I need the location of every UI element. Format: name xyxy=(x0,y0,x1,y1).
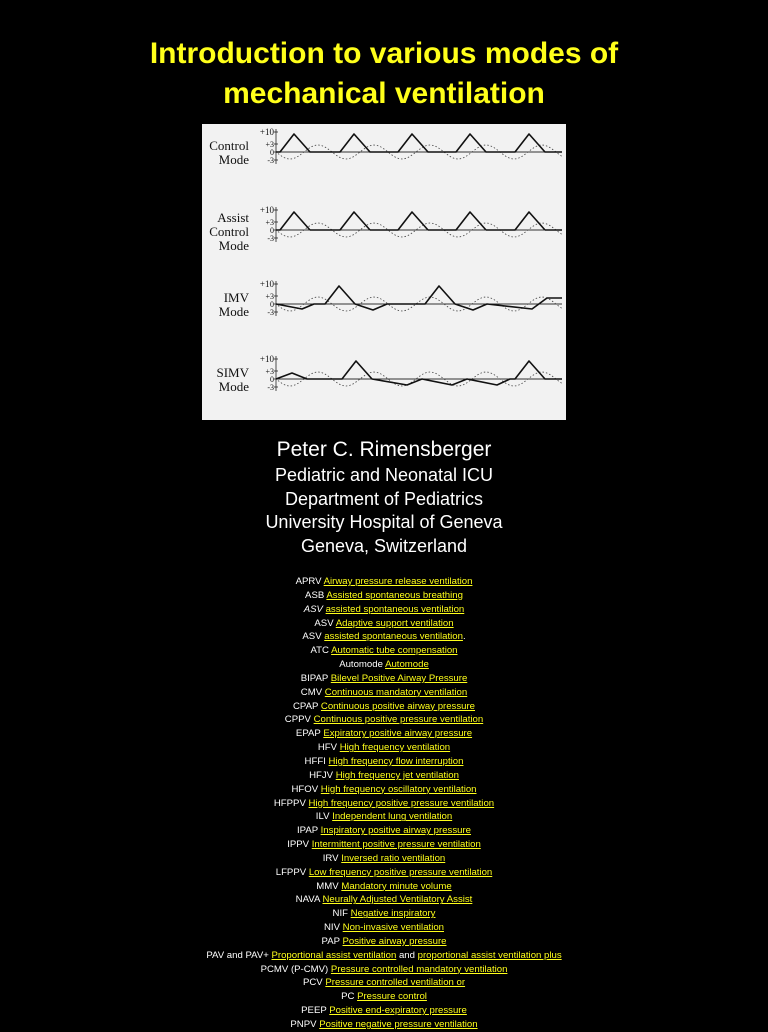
author-affiliation-1: Pediatric and Neonatal ICU xyxy=(274,465,494,485)
abbreviation-term: IPPV xyxy=(287,839,310,851)
panel-mode-label: Mode xyxy=(218,238,249,253)
ventilator-pressure-wave xyxy=(276,361,562,385)
abbreviation-row xyxy=(0,880,768,894)
abbreviation-term: ATC xyxy=(310,645,329,657)
axis-tick-label: +10 xyxy=(259,127,274,137)
abbreviation-row xyxy=(0,644,768,658)
abbreviation-term: ASV xyxy=(314,617,334,629)
abbreviation-term: APRV xyxy=(295,576,322,587)
abbreviation-link[interactable]: Adaptive support ventilation xyxy=(335,617,454,629)
axis-tick-label: +3 xyxy=(265,140,274,149)
abbreviation-row xyxy=(0,658,768,672)
abbreviation-row xyxy=(0,852,768,866)
abbreviation-link[interactable]: Airway pressure release ventilation xyxy=(323,576,473,587)
panel-mode-label: SIMV xyxy=(216,365,249,380)
abbreviation-link[interactable]: Pressure control xyxy=(357,991,427,1003)
abbreviation-row xyxy=(0,838,768,852)
abbreviation-link[interactable]: assisted spontaneous ventilation xyxy=(324,631,463,643)
axis-tick-label: 0 xyxy=(270,375,274,384)
abbreviation-link[interactable]: Neurally Adjusted Ventilatory Assist xyxy=(322,894,473,906)
abbreviation-link[interactable]: Negative inspiratory xyxy=(350,908,436,920)
abbreviation-term: PNPV xyxy=(290,1019,317,1030)
abbreviation-row xyxy=(0,700,768,714)
abbreviation-link[interactable]: Inspiratory positive airway pressure xyxy=(320,825,472,837)
abbreviation-link[interactable]: Low frequency positive pressure ventilation xyxy=(308,866,493,878)
abbreviation-link[interactable]: High frequency oscillatory ventilation xyxy=(320,783,477,795)
abbreviation-term: PC xyxy=(341,991,355,1003)
panel-mode-label: Assist xyxy=(217,210,249,225)
abbreviation-connector: and xyxy=(396,949,418,961)
abbreviation-link[interactable]: Expiratory positive airway pressure xyxy=(323,728,473,740)
abbreviation-link[interactable]: High frequency flow interruption xyxy=(328,755,464,767)
abbreviation-row xyxy=(0,824,768,838)
abbreviation-row xyxy=(0,810,768,824)
abbreviation-term: PEEP xyxy=(301,1005,327,1017)
abbreviation-term: HFJV xyxy=(309,769,334,781)
abbreviation-suffix: . xyxy=(462,631,466,643)
abbreviation-term: IRV xyxy=(322,852,339,864)
axis-tick-label: +3 xyxy=(265,292,274,301)
axis-tick-label: -3 xyxy=(267,156,274,165)
abbreviation-link[interactable]: Mandatory minute volume xyxy=(341,880,452,892)
panel-mode-label: Control xyxy=(209,138,249,153)
abbreviation-row xyxy=(0,783,768,797)
abbreviation-row xyxy=(0,686,768,700)
abbreviation-row xyxy=(0,575,768,589)
abbreviation-row xyxy=(0,769,768,783)
axis-tick-label: +10 xyxy=(259,279,274,289)
abbreviation-term: IPAP xyxy=(296,825,318,837)
abbreviation-link[interactable]: Positive end-expiratory pressure xyxy=(329,1005,467,1017)
abbreviation-term: LFPPV xyxy=(275,866,307,878)
abbreviation-term: EPAP xyxy=(295,728,321,740)
ventilation-waveform-figure xyxy=(202,124,566,420)
abbreviation-term: MMV xyxy=(316,880,339,892)
abbreviation-term: ILV xyxy=(315,811,330,823)
abbreviation-link[interactable]: Pressure controlled ventilation or xyxy=(325,977,466,989)
abbreviation-link[interactable]: Assisted spontaneous breathing xyxy=(326,589,463,601)
abbreviation-row xyxy=(0,589,768,603)
abbreviation-row xyxy=(0,976,768,990)
abbreviation-term: NAVA xyxy=(295,894,320,906)
abbreviation-term: PCMV (P-CMV) xyxy=(260,963,329,975)
abbreviation-link[interactable]: High frequency positive pressure ventilation xyxy=(308,797,495,809)
abbreviation-row xyxy=(0,907,768,921)
abbreviation-link[interactable]: Bilevel Positive Airway Pressure xyxy=(330,672,468,684)
abbreviation-list xyxy=(0,575,768,1032)
axis-tick-label: +10 xyxy=(259,205,274,215)
abbreviation-link[interactable]: Pressure controlled mandatory ventilation xyxy=(330,963,508,975)
abbreviation-link[interactable]: High frequency jet ventilation xyxy=(335,769,459,781)
author-name: Peter C. Rimensberger xyxy=(276,438,492,461)
abbreviation-link[interactable]: Automatic tube compensation xyxy=(331,645,458,657)
abbreviation-term: HFV xyxy=(317,742,338,754)
title-line-2: mechanical ventilation xyxy=(223,77,545,110)
abbreviation-link[interactable]: Automode xyxy=(385,659,429,671)
abbreviation-row xyxy=(0,921,768,935)
axis-tick-label: -3 xyxy=(267,308,274,317)
axis-tick-label: +3 xyxy=(265,218,274,227)
author-affiliation-2: Department of Pediatrics xyxy=(284,488,484,509)
abbreviation-term: CMV xyxy=(300,686,323,698)
abbreviation-link[interactable]: Independent lung ventilation xyxy=(332,811,453,823)
abbreviation-term: PAV and PAV+ xyxy=(206,949,269,961)
abbreviation-term: CPAP xyxy=(292,700,319,712)
abbreviation-row xyxy=(0,1018,768,1032)
axis-tick-label: +10 xyxy=(259,354,274,364)
author-affiliation-4: Geneva, Switzerland xyxy=(300,535,468,556)
abbreviation-row xyxy=(0,603,768,617)
axis-tick-label: 0 xyxy=(270,148,274,157)
abbreviation-link[interactable]: assisted spontaneous ventilation xyxy=(325,603,465,615)
abbreviation-link[interactable]: Positive airway pressure xyxy=(342,935,447,947)
panel-mode-label: Mode xyxy=(218,304,249,319)
abbreviation-term: ASB xyxy=(305,589,325,601)
abbreviation-term: HFOV xyxy=(291,783,319,795)
abbreviation-link[interactable]: Proportional assist ventilation xyxy=(271,949,397,961)
waveform-diagram xyxy=(202,124,566,420)
title-line-1: Introduction to various modes of xyxy=(149,37,619,70)
abbreviation-row xyxy=(0,755,768,769)
axis-tick-label: 0 xyxy=(270,226,274,235)
abbreviation-link[interactable]: proportional assist ventilation plus xyxy=(417,949,562,961)
abbreviation-term: ASV xyxy=(302,631,322,643)
abbreviation-row xyxy=(0,866,768,880)
abbreviation-row xyxy=(0,727,768,741)
abbreviation-link[interactable]: High frequency ventilation xyxy=(339,742,451,754)
ventilator-pressure-wave xyxy=(276,134,562,152)
abbreviation-term: BIPAP xyxy=(300,672,329,684)
abbreviation-row xyxy=(0,1004,768,1018)
abbreviation-row xyxy=(0,672,768,686)
abbreviation-row xyxy=(0,617,768,631)
ventilator-pressure-wave xyxy=(276,212,562,230)
abbreviation-row xyxy=(0,990,768,1004)
abbreviation-term: CPPV xyxy=(284,714,311,726)
author-affiliation-3: University Hospital of Geneva xyxy=(265,512,503,533)
abbreviation-link[interactable]: Continuous positive pressure ventilation xyxy=(313,714,484,726)
abbreviation-term: HFPPV xyxy=(273,797,306,809)
slide-title xyxy=(0,34,768,114)
axis-tick-label: 0 xyxy=(270,300,274,309)
abbreviation-link[interactable]: Intermittent positive pressure ventilation xyxy=(311,839,481,851)
abbreviation-term: PAP xyxy=(321,935,340,947)
abbreviation-row xyxy=(0,713,768,727)
abbreviation-row xyxy=(0,741,768,755)
abbreviation-link[interactable]: Continuous mandatory ventilation xyxy=(324,686,468,698)
abbreviation-term: PCV xyxy=(302,977,323,989)
abbreviation-row xyxy=(0,630,768,644)
abbreviation-row xyxy=(0,935,768,949)
abbreviation-term: HFFI xyxy=(304,755,326,767)
ventilator-pressure-wave xyxy=(276,286,562,310)
abbreviation-link[interactable]: Positive negative pressure ventilation xyxy=(319,1019,478,1030)
abbreviation-term: Automode xyxy=(339,659,383,671)
abbreviation-row xyxy=(0,893,768,907)
abbreviation-link[interactable]: Continuous positive airway pressure xyxy=(320,700,476,712)
axis-tick-label: +3 xyxy=(265,367,274,376)
axis-tick-label: -3 xyxy=(267,383,274,392)
panel-mode-label: Mode xyxy=(218,152,249,167)
panel-mode-label: Mode xyxy=(218,379,249,394)
abbreviation-term: NIF xyxy=(332,908,348,920)
abbreviation-row xyxy=(0,797,768,811)
axis-tick-label: -3 xyxy=(267,234,274,243)
abbreviation-link[interactable]: Inversed ratio ventilation xyxy=(341,852,446,864)
panel-mode-label: IMV xyxy=(223,290,249,305)
abbreviation-link[interactable]: Non-invasive ventilation xyxy=(342,922,444,934)
abbreviation-term: ASV xyxy=(303,603,323,615)
panel-mode-label: Control xyxy=(209,224,249,239)
author-block xyxy=(0,436,768,558)
abbreviation-term: NIV xyxy=(324,922,340,934)
abbreviation-row xyxy=(0,949,768,963)
abbreviation-row xyxy=(0,963,768,977)
